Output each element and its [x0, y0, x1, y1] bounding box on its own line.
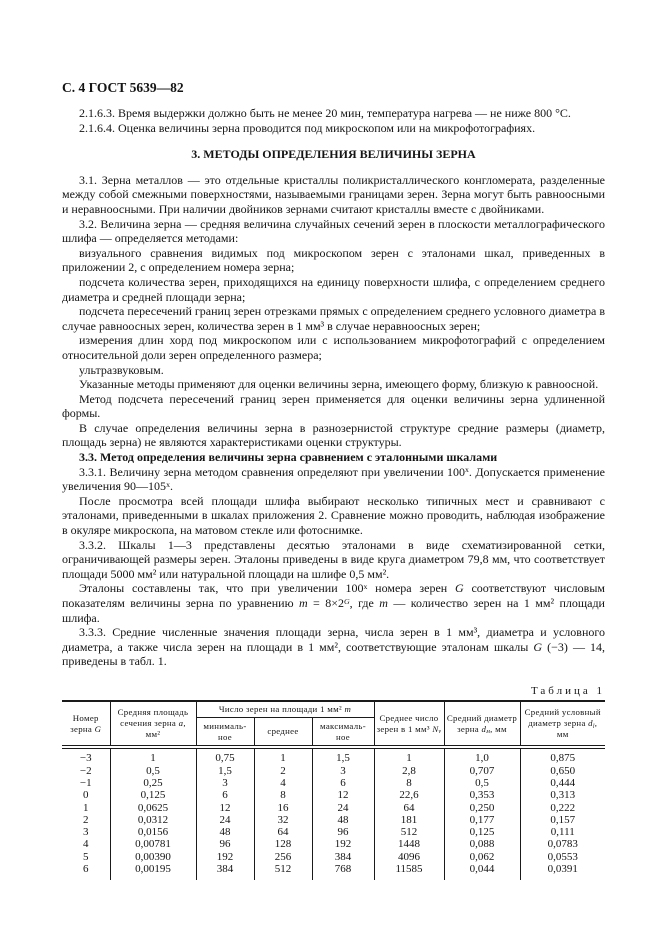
table-cell: 1	[110, 747, 196, 764]
table-cell: 1	[62, 802, 110, 814]
table-cell: 0,0625	[110, 802, 196, 814]
table-cell: 0,062	[444, 851, 520, 863]
table-cell: 24	[196, 814, 254, 826]
method-intersections: подсчета пересечений границ зерен отрезками прямых с определением среднего условного диаметра в случае равноосных зерен, количества зерен в 1 мм³ в случае неравноосных зерен;	[62, 304, 605, 333]
header-avg: среднее	[254, 717, 312, 747]
table-header-row-1	[62, 701, 605, 717]
table-cell: 0,044	[444, 863, 520, 880]
table-cell: 0	[62, 789, 110, 801]
table-cell: −1	[62, 777, 110, 789]
table-cell: 0,157	[520, 814, 605, 826]
method-chord-lengths: измерения длин хорд под микроскопом или с использованием микрофотографий с определением относительной доли зерен определенного размера;	[62, 333, 605, 362]
table-row	[62, 777, 605, 789]
table-cell: 1	[254, 747, 312, 764]
note-mixed-structure: В случае определения величины зерна в разнозернистой структуре средние размеры (диаметр, площадь зерна) не являются характеристиками оценки структуры.	[62, 420, 605, 450]
clause-3-3-2-formula: Эталоны составлены так, что при увеличении $100^х$ номера зерен G соответствуют числовым показателям величины зерна по уравнению $m = 8\times 2^G$, где m — количество зерен на 1 мм² площади шлифа.	[62, 581, 605, 625]
table-row	[62, 747, 605, 764]
table-cell: 96	[312, 826, 374, 838]
table-cell: 0,177	[444, 814, 520, 826]
table-cell: 1,5	[312, 747, 374, 764]
table-cell: −2	[62, 765, 110, 777]
table-cell: 0,00781	[110, 838, 196, 850]
table-row	[62, 802, 605, 814]
table-cell: 0,0553	[520, 851, 605, 863]
page-header: С. 4 ГОСТ 5639—82	[62, 80, 184, 95]
clause-3-3-2: 3.3.2. Шкалы 1—3 представлены десятью эталонами в виде схематизированной сетки, ограничивающей размеры зерен. Эталоны приведены в виде круга диаметром 79,8 мм, что соответствует площади 5000 мм² или натуральной площади на шлифе 0,5 мм².	[62, 537, 605, 581]
table-cell: 8	[254, 789, 312, 801]
table-row	[62, 851, 605, 863]
table-cell: 2	[254, 765, 312, 777]
table-cell: 4	[62, 838, 110, 850]
table-cell: 0,25	[110, 777, 196, 789]
table-row	[62, 838, 605, 850]
clause-2-1-6-4: 2.1.6.4. Оценка величины зерна проводится под микроскопом или на микрофотографиях.	[79, 120, 536, 135]
table-cell: 0,00390	[110, 851, 196, 863]
table-cell: 0,0156	[110, 826, 196, 838]
table-cell: 0,313	[520, 789, 605, 801]
table-cell: 1,5	[196, 765, 254, 777]
table-cell: 96	[196, 838, 254, 850]
table-cell: 768	[312, 863, 374, 880]
table-cell: 128	[254, 838, 312, 850]
table-cell: 0,0312	[110, 814, 196, 826]
note-equiaxed-form: Указанные методы применяют для оценки величины зерна, имеющего форму, близкую к равноосной.	[79, 377, 599, 392]
table-row	[62, 814, 605, 826]
table-cell: 1,0	[444, 747, 520, 764]
table-cell: −3	[62, 747, 110, 764]
table-row	[62, 863, 605, 880]
document-body	[62, 106, 605, 669]
table-cell: 3	[196, 777, 254, 789]
table-cell: 64	[254, 826, 312, 838]
table-cell: 12	[312, 789, 374, 801]
table-row	[62, 826, 605, 838]
table-cell: 0,353	[444, 789, 520, 801]
header-grain-number: Номер зерна G	[62, 701, 110, 747]
grain-table-body	[62, 747, 605, 880]
table-cell: 5	[62, 851, 110, 863]
table-cell: 512	[374, 826, 444, 838]
table-cell: 16	[254, 802, 312, 814]
table-cell: 0,0391	[520, 863, 605, 880]
clause-3-2: 3.2. Величина зерна — средняя величина случайных сечений зерен в плоскости металлографического шлифа — определяется методами:	[62, 216, 605, 246]
table-cell: 48	[312, 814, 374, 826]
table-cell: 64	[374, 802, 444, 814]
table-cell: 48	[196, 826, 254, 838]
table-cell: 8	[374, 777, 444, 789]
table-cell: 32	[254, 814, 312, 826]
table-cell: 0,250	[444, 802, 520, 814]
table-cell: 12	[196, 802, 254, 814]
table-cell: 0,707	[444, 765, 520, 777]
header-group-grains-per-area: Число зерен на площади 1 мм² m	[196, 701, 374, 717]
header-grains-per-volume: Среднее число зерен в 1 мм³ $N_v$	[374, 701, 444, 747]
table-cell: 22,6	[374, 789, 444, 801]
table-cell: 11585	[374, 863, 444, 880]
table-cell: 0,125	[110, 789, 196, 801]
table-cell: 0,650	[520, 765, 605, 777]
table-cell: 3	[312, 765, 374, 777]
clause-3-3-1-note: После просмотра всей площади шлифа выбирают несколько типичных мест и сравнивают с эталонами, приведенными в шкалах приложения 2. Сравнение можно проводить, наблюдая изображение в окуляре микроскопа, на матовом стекле или фотоснимке.	[62, 493, 605, 538]
clause-3-3-title: 3.3. Метод определения величины зерна сравнением с эталонными шкалами	[79, 450, 498, 465]
table-cell: 0,088	[444, 838, 520, 850]
header-min: минималь-ное	[196, 717, 254, 747]
table-cell: 0,444	[520, 777, 605, 789]
table-cell: 0,00195	[110, 863, 196, 880]
table-cell: 6	[62, 863, 110, 880]
table-cell: 4096	[374, 851, 444, 863]
table-cell: 4	[254, 777, 312, 789]
table-cell: 2,8	[374, 765, 444, 777]
table-cell: 2	[62, 814, 110, 826]
table-cell: 3	[62, 826, 110, 838]
table-cell: 256	[254, 851, 312, 863]
method-visual-comparison: визуального сравнения видимых под микроскопом зерен с эталонами шкал, приведенных в приложении 2, с определением номера зерна;	[62, 245, 605, 275]
table-cell: 0,875	[520, 747, 605, 764]
table-cell: 512	[254, 863, 312, 880]
table-cell: 0,111	[520, 826, 605, 838]
table-header	[62, 701, 605, 747]
header-avg-section-area: Средняя площадь сечения зерна а, мм²	[110, 701, 196, 747]
table-row	[62, 765, 605, 777]
note-elongated-form: Метод подсчета пересечений границ зерен применяется для оценки величины зерна удлиненной формы.	[62, 391, 605, 421]
table-cell: 0,75	[196, 747, 254, 764]
table-cell: 181	[374, 814, 444, 826]
section-3-heading: 3. МЕТОДЫ ОПРЕДЕЛЕНИЯ ВЕЛИЧИНЫ ЗЕРНА	[191, 147, 476, 162]
table-cell: 6	[312, 777, 374, 789]
clause-3-3-1: 3.3.1. Величину зерна методом сравнения определяют при увеличении $100^х$. Допускается применение увеличения $90—105^х$.	[62, 464, 605, 494]
table-cell: 6	[196, 789, 254, 801]
header-max: максималь-ное	[312, 717, 374, 747]
header-avg-conditional-diameter: Средний условный диаметр зерна $d_l$, мм	[520, 701, 605, 747]
table-cell: 1	[374, 747, 444, 764]
table-cell: 0,222	[520, 802, 605, 814]
table-cell: 0,5	[110, 765, 196, 777]
table-cell: 192	[196, 851, 254, 863]
table-caption: Таблица 1	[530, 684, 605, 697]
table-cell: 384	[196, 863, 254, 880]
clause-3-3-3: 3.3.3. Средние численные значения площади зерна, числа зерен в 1 мм³, диаметра и условного диаметра, а также числа зерен на площади в 1 мм², соответствующие эталонам шкалы G (−3) — 14, приведены в табл. 1.	[62, 625, 605, 669]
table-cell: 0,5	[444, 777, 520, 789]
header-avg-diameter: Средний диаметр зерна $d_м$, мм	[444, 701, 520, 747]
table-cell: 1448	[374, 838, 444, 850]
method-ultrasonic: ультразвуковым.	[79, 362, 164, 377]
grain-size-table	[62, 700, 605, 880]
method-count-per-area: подсчета количества зерен, приходящихся на единицу поверхности шлифа, с определением среднего диаметра и средней площади зерна;	[62, 274, 605, 304]
clause-2-1-6-3: 2.1.6.3. Время выдержки должно быть не менее 20 мин, температура нагрева — не ниже 800 °С.	[79, 106, 571, 120]
table-cell: 24	[312, 802, 374, 814]
clause-3-1: 3.1. Зерна металлов — это отдельные кристаллы поликристаллического конгломерата, разделенные между собой смежными поверхностями, называемыми границами зерен. Зерна могут быть равноосными и неравноосными. При наличии двойников зернами считают кристаллы вместе с двойниками.	[62, 172, 605, 216]
table-cell: 192	[312, 838, 374, 850]
table-row	[62, 789, 605, 801]
table-cell: 0,125	[444, 826, 520, 838]
table-cell: 0,0783	[520, 838, 605, 850]
table-cell: 384	[312, 851, 374, 863]
